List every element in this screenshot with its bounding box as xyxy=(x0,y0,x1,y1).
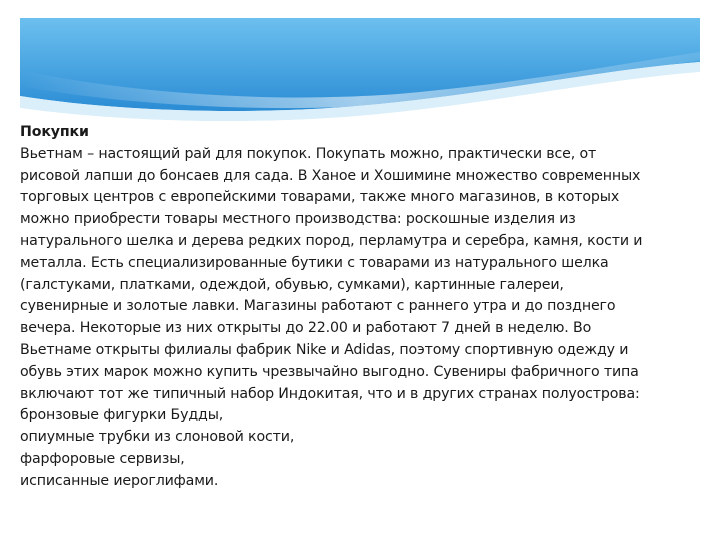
slide-heading: Покупки xyxy=(20,124,89,140)
body-line: бронзовые фигурки Будды, xyxy=(20,407,224,424)
body-line: (галстуками, платками, одеждой, обувью, сумками), картинные галереи, xyxy=(20,276,564,293)
body-line: торговых центров с европейскими товарами, также много магазинов, в которых xyxy=(20,189,620,206)
body-line: металла. Есть специализированные бутики с товарами из натурального шелка xyxy=(20,254,609,271)
slide-body xyxy=(20,122,710,493)
body-line: Вьетнаме открыты филиалы фабрик Nike и Adidas, поэтому спортивную одежду и xyxy=(20,341,629,358)
body-line: вечера. Некоторые из них открыты до 22.00 и работают 7 дней в неделю. Во xyxy=(20,320,592,337)
body-line: сувенирные и золотые лавки. Магазины работают с раннего утра и до позднего xyxy=(20,298,616,315)
body-line: Вьетнам – настоящий рай для покупок. Покупать можно, практически все, от xyxy=(20,145,597,162)
body-line: обувь этих марок можно купить чрезвычайно выгодно. Сувениры фабричного типа xyxy=(20,363,639,380)
body-line: можно приобрести товары местного производства: роскошные изделия из xyxy=(20,211,576,228)
body-line: натурального шелка и дерева редких пород, перламутра и серебра, камня, кости и xyxy=(20,232,643,249)
body-line: включают тот же типичный набор Индокитая, что и в других странах полуострова: xyxy=(20,385,640,402)
body-line: рисовой лапши до бонсаев для сада. В Ханое и Хошимине множество современных xyxy=(20,167,641,184)
header-wave-band xyxy=(0,0,720,130)
body-line: исписанные иероглифами. xyxy=(20,472,219,489)
body-line: фарфоровые сервизы, xyxy=(20,450,185,467)
body-line: опиумные трубки из слоновой кости, xyxy=(20,429,295,446)
